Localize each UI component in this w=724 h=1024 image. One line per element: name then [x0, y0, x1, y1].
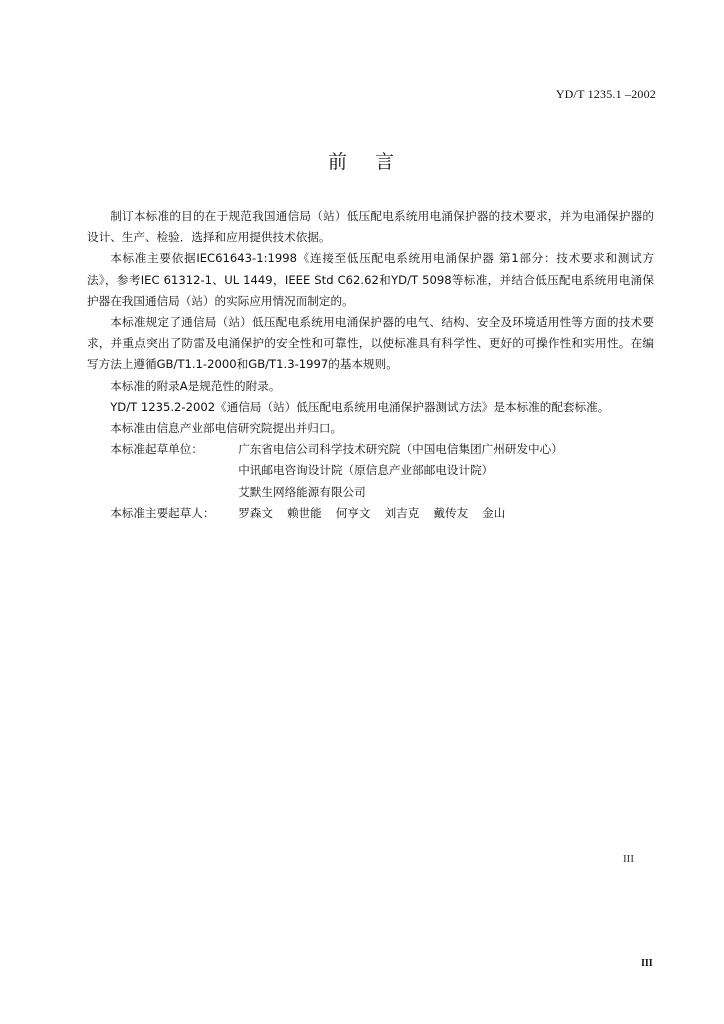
drafting-unit: 中讯邮电咨询设计院（原信息产业部邮电设计院）: [238, 463, 494, 478]
drafter-name: 罗森文: [238, 505, 273, 520]
drafting-units-label: 本标准起草单位：: [110, 442, 203, 457]
page-number: III: [641, 958, 653, 969]
drafting-units-row: [87, 439, 654, 503]
roman-numeral-mark: III: [623, 853, 634, 865]
drafter-name: 赖世能: [286, 505, 322, 520]
drafters-row: [87, 503, 654, 524]
paragraph-companion-standard: YD/T 1235.2-2002《通信局（站）低压配电系统用电涌保护器测试方法》是本标准的配套标准。: [110, 399, 610, 414]
page-title: 前言: [327, 151, 422, 173]
drafter-name: 何亨文: [335, 505, 371, 520]
drafter-name: 刘吉克: [384, 505, 420, 520]
drafting-unit: 广东省电信公司科学技术研究院（中国电信集团广州研发中心）: [238, 442, 563, 457]
drafting-units-list: [238, 439, 563, 503]
drafter-name: 戴传友: [433, 505, 469, 520]
drafting-unit: 艾默生网络能源有限公司: [238, 484, 366, 499]
paragraph-proposer: 本标准由信息产业部电信研究院提出并归口。: [110, 421, 343, 436]
drafters-label: 本标准主要起草人：: [110, 505, 215, 520]
foreword-body: [87, 206, 654, 524]
drafters-list: [238, 503, 519, 524]
paragraph-scope: 本标准规定了通信局（站）低压配电系统用电涌保护器的电气、结构、安全及环境适用性等方面的技术要求，并重点突出了防雷及电涌保护的安全性和可靠性，以使标准具有科学性、更好的可操作性和实用性。在编写方法上遵循GB/T1.1-2000和GB/T1.3-1997的基本规则。: [87, 315, 654, 372]
paragraph-basis: 本标准主要依据IEC61643-1:1998《连接至低压配电系统用电涌保护器 第1部分：技术要求和测试方法》，参考IEC 61312-1、UL 1449，IEEE Std C62.62和YD/T 5098等标准，并结合低压配电系统用电涌保护器在我国通信局（站）的实际应用情况而制定的。: [87, 251, 654, 308]
paragraph-purpose: 制订本标准的目的在于规范我国通信局（站）低压配电系统用电涌保护器的技术要求，并为电涌保护器的设计、生产、检验．选择和应用提供技术依据。: [87, 209, 654, 245]
drafter-name: 金山: [482, 505, 506, 520]
paragraph-appendix: 本标准的附录A是规范性的附录。: [110, 378, 281, 393]
document-code: YD/T 1235.1 –2002: [555, 87, 656, 101]
